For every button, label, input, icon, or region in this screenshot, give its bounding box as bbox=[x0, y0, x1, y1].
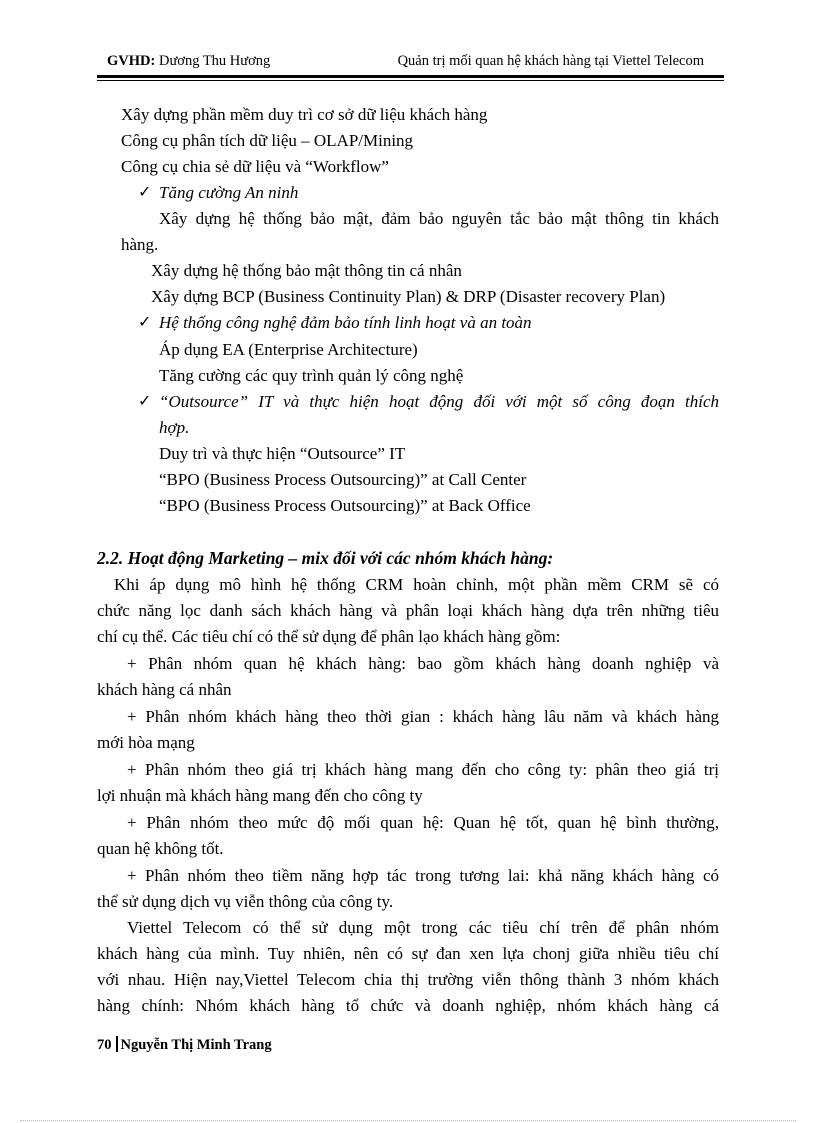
text-line: quan hệ không tốt. bbox=[97, 839, 224, 858]
bullet-line: Hệ thống công nghệ đảm bảo tính linh hoạt và an toàn bbox=[159, 313, 532, 332]
checkmark-icon: ✓ bbox=[138, 184, 152, 201]
text-line: + Phân nhóm theo giá trị khách hàng mang đến cho công ty: phân theo giá trị bbox=[127, 760, 719, 779]
checkmark-icon: ✓ bbox=[138, 393, 152, 410]
text-line: Xây dựng hệ thống bảo mật thông tin cá nhân bbox=[151, 261, 462, 280]
text-line: hàng. bbox=[121, 235, 159, 254]
text-line: với nhau. Hiện nay,Viettel Telecom chia thị trường viễn thông thành 3 nhóm khách bbox=[97, 970, 719, 989]
text-line: Viettel Telecom có thể sử dụng một trong các tiêu chí trên để phân nhóm bbox=[127, 918, 719, 937]
header-rule-thin bbox=[97, 80, 724, 81]
bullet-line: Tăng cường An ninh bbox=[159, 183, 299, 202]
page-bottom-border bbox=[20, 1120, 796, 1121]
text-line: + Phân nhóm khách hàng theo thời gian : khách hàng lâu năm và khách hàng bbox=[127, 707, 719, 726]
header-advisor-name: Dương Thu Hương bbox=[158, 53, 271, 69]
text-line: Tăng cường các quy trình quản lý công nghệ bbox=[159, 366, 464, 385]
checkmark-icon: ✓ bbox=[138, 314, 152, 331]
text-line: chức năng lọc danh sách khách hàng và phân loại khách hàng dựa trên những tiêu bbox=[97, 601, 719, 620]
header-advisor bbox=[107, 53, 270, 70]
text-line: mới hòa mạng bbox=[97, 733, 195, 752]
section-heading: 2.2. Hoạt động Marketing – mix đối với các nhóm khách hàng: bbox=[97, 548, 554, 568]
text-line: Công cụ chia sẻ dữ liệu và “Workflow” bbox=[121, 157, 389, 176]
page-number: 70 bbox=[97, 1037, 112, 1053]
text-line: Xây dựng hệ thống bảo mật, đảm bảo nguyên tắc bảo mật thông tin khách bbox=[159, 209, 719, 228]
text-line: Công cụ phân tích dữ liệu – OLAP/Mining bbox=[121, 131, 414, 150]
text-line: Xây dựng phần mềm duy trì cơ sở dữ liệu khách hàng bbox=[121, 105, 488, 124]
text-line: Duy trì và thực hiện “Outsource” IT bbox=[159, 444, 406, 463]
footer-divider bbox=[116, 1036, 118, 1052]
text-line: Áp dụng EA (Enterprise Architecture) bbox=[159, 340, 418, 359]
header-title: Quản trị mối quan hệ khách hàng tại Viettel Telecom bbox=[397, 53, 704, 69]
text-line: thể sử dụng dịch vụ viễn thông của công ty. bbox=[97, 892, 394, 911]
text-line: khách hàng cá nhân bbox=[97, 680, 232, 699]
text-line: khách hàng của mình. Tuy nhiên, nên có sự đan xen lựa chonj giữa nhiều tiêu chí bbox=[97, 944, 719, 963]
bullet-line: hợp. bbox=[159, 418, 190, 437]
header-rule-thick bbox=[97, 75, 724, 78]
footer-author: Nguyễn Thị Minh Trang bbox=[120, 1037, 272, 1053]
header-advisor-label: GVHD: bbox=[107, 53, 156, 69]
text-line: chí cụ thể. Các tiêu chí có thể sử dụng để phân lạo khách hàng gồm: bbox=[97, 627, 561, 646]
text-line: lợi nhuận mà khách hàng mang đến cho công ty bbox=[97, 786, 423, 805]
page-footer bbox=[97, 1036, 272, 1054]
bullet-line: “Outsource” IT và thực hiện hoạt động đối với một số công đoạn thích bbox=[159, 392, 719, 411]
text-line: + Phân nhóm theo tiềm năng hợp tác trong tương lai: khả năng khách hàng có bbox=[127, 866, 719, 885]
text-line: “BPO (Business Process Outsourcing)” at Call Center bbox=[159, 470, 527, 489]
page-header bbox=[107, 53, 722, 75]
text-line: “BPO (Business Process Outsourcing)” at Back Office bbox=[159, 496, 531, 515]
text-line: Xây dựng BCP (Business Continuity Plan) & DRP (Disaster recovery Plan) bbox=[151, 287, 666, 306]
text-line: + Phân nhóm theo mức độ mối quan hệ: Quan hệ tốt, quan hệ bình thường, bbox=[127, 813, 719, 832]
text-line: hàng chính: Nhóm khách hàng tổ chức và doanh nghiệp, nhóm khách hàng cá bbox=[97, 996, 719, 1015]
text-line: + Phân nhóm quan hệ khách hàng: bao gồm khách hàng doanh nghiệp và bbox=[127, 654, 719, 673]
text-line: Khi áp dụng mô hình hệ thống CRM hoàn chỉnh, một phần mềm CRM sẽ có bbox=[114, 575, 719, 594]
